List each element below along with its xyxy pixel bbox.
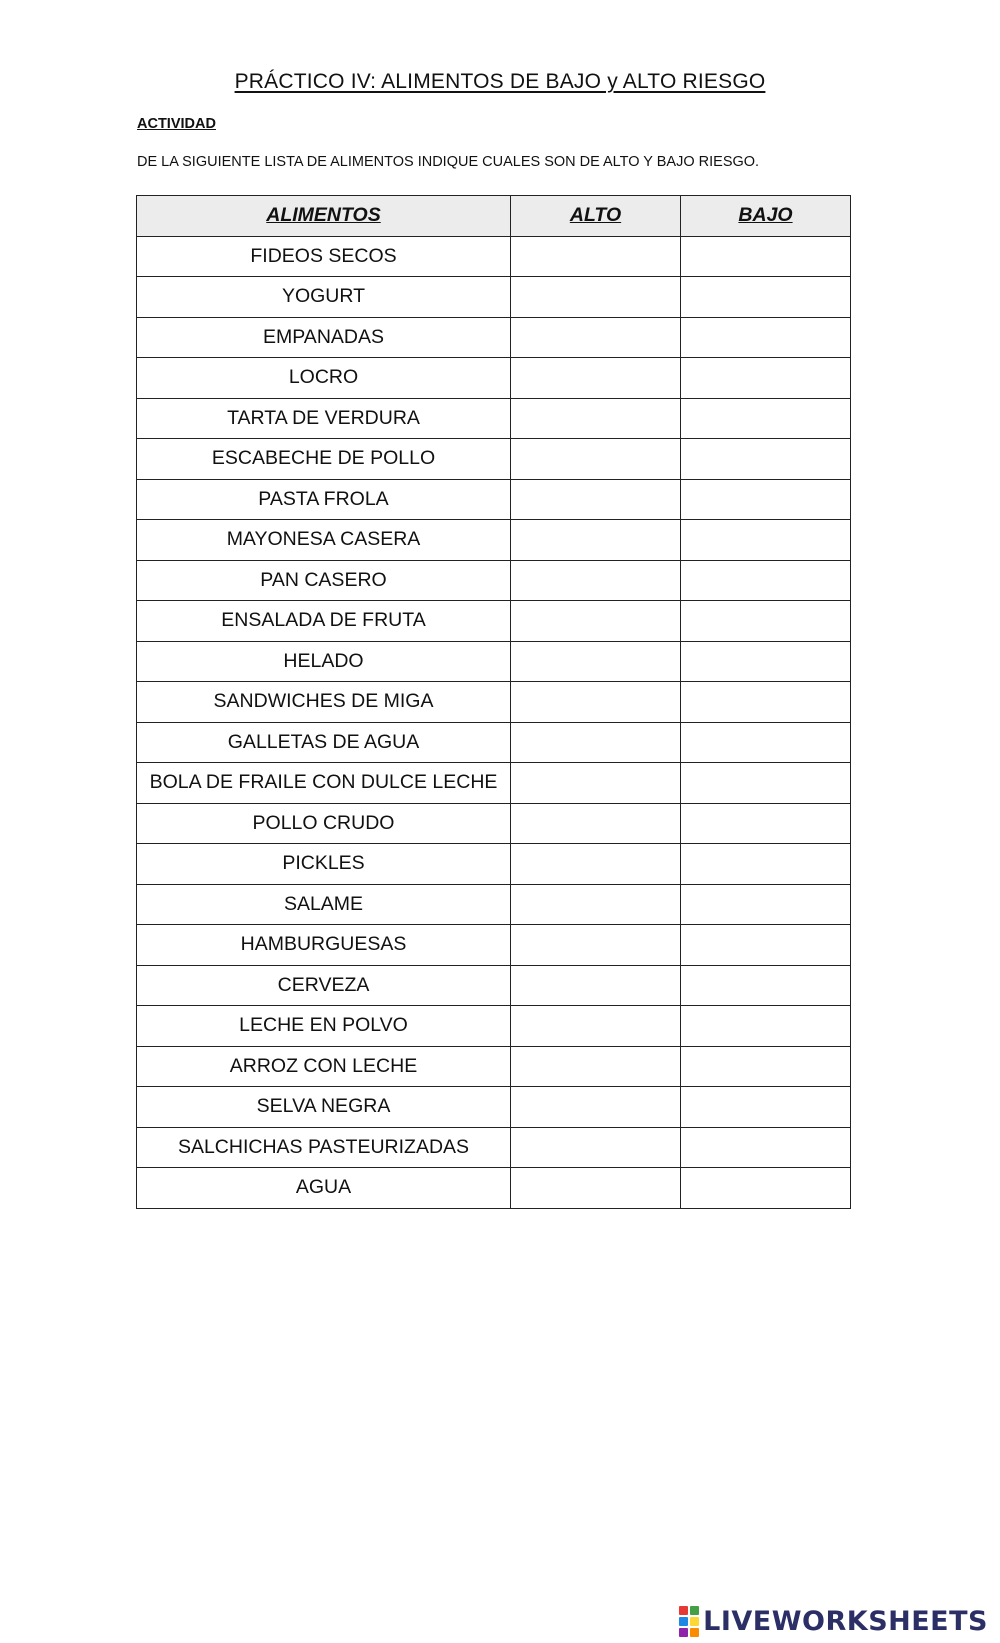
food-name-cell: HAMBURGUESAS bbox=[137, 925, 511, 966]
activity-heading: ACTIVIDAD bbox=[137, 116, 216, 132]
table-header-row bbox=[137, 196, 851, 237]
alto-answer-cell[interactable] bbox=[511, 1168, 681, 1209]
alto-answer-cell[interactable] bbox=[511, 398, 681, 439]
alto-answer-cell[interactable] bbox=[511, 682, 681, 723]
alto-answer-cell[interactable] bbox=[511, 722, 681, 763]
table-row bbox=[137, 398, 851, 439]
table-row bbox=[137, 763, 851, 804]
logo-square bbox=[690, 1628, 699, 1637]
bajo-answer-cell[interactable] bbox=[681, 1006, 851, 1047]
bajo-answer-cell[interactable] bbox=[681, 844, 851, 885]
liveworksheets-logo-icon bbox=[679, 1606, 699, 1637]
table-row bbox=[137, 358, 851, 399]
food-name-cell: SALCHICHAS PASTEURIZADAS bbox=[137, 1127, 511, 1168]
food-name-cell: FIDEOS SECOS bbox=[137, 236, 511, 277]
bajo-answer-cell[interactable] bbox=[681, 884, 851, 925]
bajo-answer-cell[interactable] bbox=[681, 803, 851, 844]
bajo-answer-cell[interactable] bbox=[681, 925, 851, 966]
food-name-cell: GALLETAS DE AGUA bbox=[137, 722, 511, 763]
bajo-answer-cell[interactable] bbox=[681, 236, 851, 277]
alto-answer-cell[interactable] bbox=[511, 236, 681, 277]
food-name-cell: LOCRO bbox=[137, 358, 511, 399]
bajo-answer-cell[interactable] bbox=[681, 763, 851, 804]
bajo-answer-cell[interactable] bbox=[681, 1168, 851, 1209]
bajo-answer-cell[interactable] bbox=[681, 641, 851, 682]
food-name-cell: ESCABECHE DE POLLO bbox=[137, 439, 511, 480]
bajo-answer-cell[interactable] bbox=[681, 277, 851, 318]
food-name-cell: EMPANADAS bbox=[137, 317, 511, 358]
table-row bbox=[137, 803, 851, 844]
food-name-cell: YOGURT bbox=[137, 277, 511, 318]
food-name-cell: CERVEZA bbox=[137, 965, 511, 1006]
bajo-answer-cell[interactable] bbox=[681, 1127, 851, 1168]
table-row bbox=[137, 1087, 851, 1128]
column-header-bajo: BAJO bbox=[681, 196, 851, 237]
bajo-answer-cell[interactable] bbox=[681, 358, 851, 399]
bajo-answer-cell[interactable] bbox=[681, 479, 851, 520]
alto-answer-cell[interactable] bbox=[511, 1046, 681, 1087]
food-name-cell: BOLA DE FRAILE CON DULCE LECHE bbox=[137, 763, 511, 804]
alto-answer-cell[interactable] bbox=[511, 439, 681, 480]
instruction-text: DE LA SIGUIENTE LISTA DE ALIMENTOS INDIQUE CUALES SON DE ALTO Y BAJO RIESGO. bbox=[137, 154, 760, 170]
column-header-alimentos: ALIMENTOS bbox=[137, 196, 511, 237]
table-row bbox=[137, 520, 851, 561]
table-row bbox=[137, 479, 851, 520]
alto-answer-cell[interactable] bbox=[511, 1087, 681, 1128]
bajo-answer-cell[interactable] bbox=[681, 601, 851, 642]
alto-answer-cell[interactable] bbox=[511, 925, 681, 966]
alto-answer-cell[interactable] bbox=[511, 520, 681, 561]
page-title: PRÁCTICO IV: ALIMENTOS DE BAJO y ALTO RIESGO bbox=[234, 70, 766, 93]
alto-answer-cell[interactable] bbox=[511, 277, 681, 318]
food-risk-table bbox=[136, 195, 851, 1209]
table-row bbox=[137, 925, 851, 966]
table-row bbox=[137, 560, 851, 601]
alto-answer-cell[interactable] bbox=[511, 1127, 681, 1168]
table-row bbox=[137, 601, 851, 642]
table-row bbox=[137, 317, 851, 358]
alto-answer-cell[interactable] bbox=[511, 601, 681, 642]
bajo-answer-cell[interactable] bbox=[681, 439, 851, 480]
bajo-answer-cell[interactable] bbox=[681, 317, 851, 358]
bajo-answer-cell[interactable] bbox=[681, 682, 851, 723]
table-row bbox=[137, 641, 851, 682]
bajo-answer-cell[interactable] bbox=[681, 1046, 851, 1087]
bajo-answer-cell[interactable] bbox=[681, 560, 851, 601]
alto-answer-cell[interactable] bbox=[511, 763, 681, 804]
table-row bbox=[137, 439, 851, 480]
alto-answer-cell[interactable] bbox=[511, 479, 681, 520]
table-row bbox=[137, 1168, 851, 1209]
table-row bbox=[137, 884, 851, 925]
table-row bbox=[137, 277, 851, 318]
table-row bbox=[137, 236, 851, 277]
food-name-cell: HELADO bbox=[137, 641, 511, 682]
bajo-answer-cell[interactable] bbox=[681, 1087, 851, 1128]
logo-square bbox=[679, 1617, 688, 1626]
alto-answer-cell[interactable] bbox=[511, 803, 681, 844]
table-row bbox=[137, 844, 851, 885]
alto-answer-cell[interactable] bbox=[511, 560, 681, 601]
liveworksheets-brand bbox=[679, 1606, 988, 1637]
alto-answer-cell[interactable] bbox=[511, 884, 681, 925]
brand-name: LIVEWORKSHEETS bbox=[703, 1606, 988, 1637]
food-name-cell: PASTA FROLA bbox=[137, 479, 511, 520]
food-name-cell: TARTA DE VERDURA bbox=[137, 398, 511, 439]
table-body bbox=[137, 236, 851, 1208]
alto-answer-cell[interactable] bbox=[511, 1006, 681, 1047]
alto-answer-cell[interactable] bbox=[511, 844, 681, 885]
food-name-cell: PAN CASERO bbox=[137, 560, 511, 601]
food-name-cell: POLLO CRUDO bbox=[137, 803, 511, 844]
alto-answer-cell[interactable] bbox=[511, 641, 681, 682]
column-header-alto: ALTO bbox=[511, 196, 681, 237]
food-name-cell: AGUA bbox=[137, 1168, 511, 1209]
logo-square bbox=[690, 1606, 699, 1615]
bajo-answer-cell[interactable] bbox=[681, 398, 851, 439]
food-name-cell: SANDWICHES DE MIGA bbox=[137, 682, 511, 723]
table-row bbox=[137, 965, 851, 1006]
bajo-answer-cell[interactable] bbox=[681, 965, 851, 1006]
food-name-cell: SALAME bbox=[137, 884, 511, 925]
bajo-answer-cell[interactable] bbox=[681, 722, 851, 763]
food-name-cell: SELVA NEGRA bbox=[137, 1087, 511, 1128]
logo-square bbox=[679, 1628, 688, 1637]
logo-square bbox=[690, 1617, 699, 1626]
food-name-cell: MAYONESA CASERA bbox=[137, 520, 511, 561]
table-row bbox=[137, 722, 851, 763]
table-row bbox=[137, 1006, 851, 1047]
alto-answer-cell[interactable] bbox=[511, 358, 681, 399]
food-name-cell: PICKLES bbox=[137, 844, 511, 885]
table-row bbox=[137, 1127, 851, 1168]
food-name-cell: ENSALADA DE FRUTA bbox=[137, 601, 511, 642]
table-row bbox=[137, 682, 851, 723]
table-row bbox=[137, 1046, 851, 1087]
food-name-cell: ARROZ CON LECHE bbox=[137, 1046, 511, 1087]
alto-answer-cell[interactable] bbox=[511, 965, 681, 1006]
alto-answer-cell[interactable] bbox=[511, 317, 681, 358]
food-name-cell: LECHE EN POLVO bbox=[137, 1006, 511, 1047]
bajo-answer-cell[interactable] bbox=[681, 520, 851, 561]
logo-square bbox=[679, 1606, 688, 1615]
